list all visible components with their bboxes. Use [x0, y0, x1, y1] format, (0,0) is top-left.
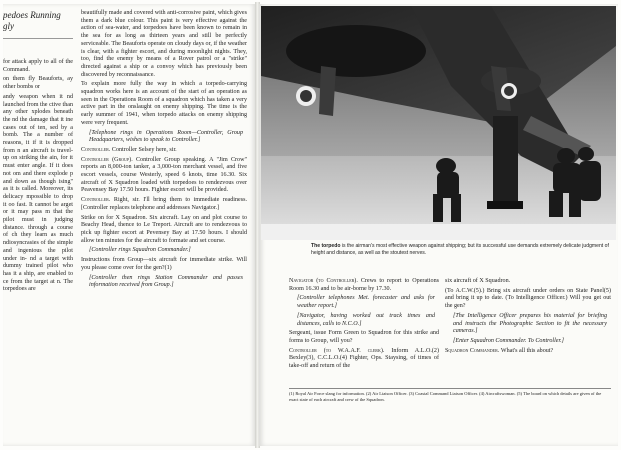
- speaker-name: Navigator (to Controller).: [289, 278, 361, 284]
- paragraph: andy weapon when it nd launched from the ctive than any other xplodes beneath the nd the damage that it ine cases out of ten, sed by a bomb. The a number of reasons, it if it is dropped from n an aircraft is travel- up on striking the ain, for it must enter angle. If it does not om and there explode p and down as though ising" as it is called. Moreover, its delicacy mpossible to drop it oo fast. It cannot be arget or it may pass m that the pilot must in judging distance. through a course of ch they learn as much ndiosyncrasies of the simple and ingenious the pilot under in- nd a target with dummy trained pilot who has it a ship, are enabled to ce from the target at n. The torpedoes are: [3, 93, 73, 293]
- dialogue-line: [81, 147, 247, 155]
- dialogue-line: [289, 278, 439, 293]
- speaker-name: Controller (Group).: [81, 156, 136, 163]
- chapter-title-line-2: gly: [3, 21, 14, 31]
- left-page-column-1: [3, 10, 73, 296]
- dialogue-text: Right, sir. I'll bring them to immediate readiness. [Controller replaces telephone and addresses Navigator.]: [81, 197, 247, 211]
- speaker-name: Squadron Commander.: [445, 347, 501, 354]
- right-page-column-2: [445, 278, 611, 357]
- dialogue-text: Inform A.L.O.(2) Bexley(3), C.C.L.O.(4) Fighter, Ops. Staysing, of times of take-off and return of the: [289, 347, 440, 370]
- dialogue-line: [289, 348, 439, 371]
- dialogue-text: What's all this about?: [500, 347, 554, 354]
- right-page-column-1: [289, 278, 439, 373]
- left-column-body: [3, 59, 73, 294]
- paragraph: Strike on for X Squadron. Six aircraft. Lay on and plot course to Beachy Head, thence to Le Treport. Aircraft are to rendezvous to pick up fighter escort at Pevensey Bay at 17.50 hours. I should allow ten minutes for the aircraft to formate and set course.: [81, 214, 247, 244]
- paragraph: on them fly Beauforts, ay other bombs or: [3, 76, 73, 91]
- dialogue-text: Controller Group speaking. A "Jim Crow" reports an 8,000-ton tanker, a 3,000-ton merchant vessel, and five escort vessels, course Westerly, speed 6 knots, time 16.30. Six aircraft of X Squadron loaded with torpedoes to rendezvous over Peavensey Bay 17.50 hours. Fighter escort will be provided.: [81, 156, 247, 194]
- photo-caption: [311, 243, 613, 256]
- stage-direction: [Controller telephones Met. forecaster and asks for weather report.]: [297, 295, 435, 310]
- stage-direction: [Controller rings Squadron Commander.]: [89, 247, 191, 254]
- title-rule: [3, 38, 73, 39]
- stage-direction: [The Intelligence Officer prepares his material for briefing and instructs the Photographic Section to fit the necessary cameras.]: [453, 312, 607, 335]
- stage-direction: [Navigator, having worked out track times and distances, calls to N.C.O.]: [297, 312, 435, 327]
- torpedo-photo-image: [261, 6, 616, 240]
- dialogue-text: Controller Selsey here, sir.: [111, 146, 177, 153]
- dialogue-line: [445, 348, 611, 356]
- paragraph: Instructions from Group—six aircraft for immediate strike. Will you please come over for the gen?(1): [81, 257, 247, 271]
- paragraph: (To A.C.W.(5).) Bring six aircraft under orders on State Panel(5) and bring it up to date. (To Intelligence Officer.) Will you get out the gen?: [445, 287, 611, 310]
- dialogue-text: Crews to report to Operations Room 16.30 and to be air-borne by 17.30.: [289, 278, 440, 292]
- caption-lead: The torpedo: [311, 243, 341, 249]
- right-page: [259, 4, 618, 446]
- dialogue-line: [81, 197, 247, 212]
- paragraph: beautifully made and covered with anti-corrosive paint, which gives them a dark blue colour. This paint is very effective against the action of sea-water, and torpedoes have been known to remain in the sea for as long as thirteen years and still be perfectly serviceable. The Beauforts operate on cloudy days or, if the weather is clear, with a fighter escort, and during moonlight nights. They, too, find the enemy by means of a Rover patrol or a "strike" directed against a ship or a convoy which has previously been discovered by reconnaissance.: [81, 10, 248, 78]
- speaker-name: Controller.: [81, 146, 112, 153]
- paragraph: six aircraft of X Squadron.: [445, 278, 511, 284]
- stage-direction: [Controller then rings Station Commander and passes information received from Group.]: [89, 274, 243, 289]
- chapter-title: [3, 10, 73, 32]
- dialogue-line: [81, 157, 247, 196]
- paragraph: for attack apply to all of the Command.: [3, 59, 73, 73]
- speaker-name: Controller.: [81, 197, 114, 204]
- stage-direction: [Enter Squadron Commander. To Controller.]: [453, 337, 565, 344]
- left-page-column-2: [81, 10, 247, 292]
- torpedo-photo: [261, 6, 616, 240]
- left-page: [3, 4, 256, 446]
- chapter-title-line-1: pedoes Running: [3, 10, 61, 20]
- caption-text: is the airman's most effective weapon against shipping; but its successful use demands extremely delicate judgment of height and distance, as well as the stoutest nerves.: [311, 243, 609, 256]
- speaker-name: Controller (to W.A.A.F. clerk).: [289, 347, 392, 354]
- paragraph: To explain more fully the way in which a torpedo-carrying squadron works here is an account of the start of an operation as seen in the Operations Room of a squadron which has taken a very active part in the onslaught on enemy shipping. The time is the early summer of 1941, when torpedo attacks on enemy shipping were very frequent.: [81, 81, 247, 126]
- stage-direction: [Telephone rings in Operations Room—Controller, Group Headquarters, wishes to speak to Controller.]: [89, 129, 243, 144]
- paragraph: Sergeant, issue Form Green to Squadron for this strike and forms to Group, will you?: [289, 330, 439, 344]
- footnotes: (1) Royal Air Force slang for information. (2) Air Liaison Officer. (3) Coastal Command Liaison Officer. (4) Aircraftswoman. (5) The board on which details are given of the exact state of each aircraft and crew of the Squadron.: [289, 388, 611, 403]
